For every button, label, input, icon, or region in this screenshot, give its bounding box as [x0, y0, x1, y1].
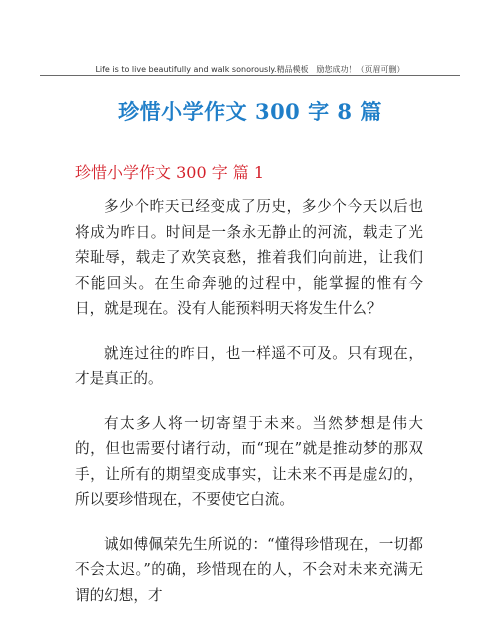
page-header — [40, 57, 460, 76]
body-text — [75, 194, 423, 627]
paragraph-3: 有太多人将一切寄望于未来。当然梦想是伟大的，但也需要付诸行动，而“现在”就是推动梦的那双手，让所有的期望变成事实，让未来不再是虚幻的，所以要珍惜现在，不要使它白流。 — [75, 414, 423, 508]
header-divider — [40, 75, 460, 76]
document-title: 珍惜小学作文 300 字 8 篇 — [118, 99, 382, 124]
paragraph-4: 诚如傅佩荣先生所说的：“懂得珍惜现在，一切都不会太迟。”的确，珍惜现在的人，不会对未来充满无谓的幻想，才 — [75, 535, 423, 604]
paragraph-2: 就连过往的昨日，也一样遥不可及。只有现在，才是真正的。 — [75, 344, 423, 387]
header-text: Life is to live beautifully and walk sonorously.精品模板 励您成功！（页眉可删） — [95, 65, 405, 74]
section-heading: 珍惜小学作文 300 字 篇 1 — [75, 163, 265, 182]
paragraph-1: 多少个昨天已经变成了历史，多少个今天以后也将成为昨日。时间是一条永无静止的河流，载走了光荣耻辱，载走了欢笑哀愁，推着我们向前进，让我们不能回头。在生命奔驰的过程中，能掌握的惟有今日，就是现在。没有人能预料明天将发生什么？ — [75, 198, 423, 317]
